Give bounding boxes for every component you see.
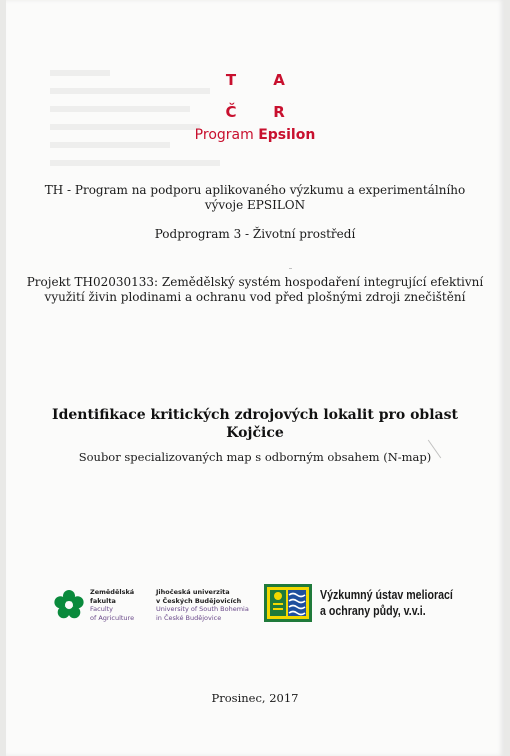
university-en-line-1: University of South Bohemia [156,605,249,613]
program-line-2: vývoje EPSILON [204,198,306,212]
vumop-name-line-1: Výzkumný ústav meliorací [320,588,453,602]
logo-row-1 [6,70,504,90]
publication-date: Prosinec, 2017 [211,691,299,705]
partner-jcu-faculty [52,588,266,622]
project-line-1: Projekt TH02030133: Zemědělský systém hospodaření integrující efektivní [26,275,484,289]
vumop-logo-icon [264,584,312,622]
university-cz-line-2: v Českých Budějovicích [156,596,242,605]
university-label [156,588,266,622]
document-title [26,406,484,442]
logo-epsilon-word: Epsilon [258,127,316,143]
program-description [26,183,484,213]
logo-row-2 [6,102,504,122]
document-page [6,0,504,756]
title-line-2: Kojčice [226,425,284,441]
partner-vumop [264,584,476,622]
logo-letter-c: Č [225,103,237,121]
logo-program-text [6,126,504,144]
faculty-cz-line-2: fakulta [90,596,116,605]
university-en-line-2: in České Budějovice [156,613,222,622]
faculty-en-line-2: of Agriculture [90,613,135,622]
logo-program-word: Program [194,127,254,143]
title-line-1: Identifikace kritických zdrojových lokalit pro oblast [52,407,458,423]
vumop-name-line-2: a ochrany půdy, v.v.i. [320,604,426,618]
flower-icon [52,588,86,622]
tacr-epsilon-logo [6,70,504,144]
document-subtitle: Soubor specializovaných map s odborným obsahem (N-map) [78,450,432,464]
logo-letter-t: T [225,71,237,89]
program-line-1: TH - Program na podporu aplikovaného výzkumu a experimentálního [44,183,466,197]
vumop-name [320,587,453,619]
project-description [26,275,484,305]
paper-speck [289,268,292,269]
faculty-label [90,588,148,622]
logo-letter-a: A [273,71,285,89]
project-line-2: využití živin plodinami a ochranu vod před plošnými zdroji znečištění [44,290,466,304]
subprogram: Podprogram 3 - Životní prostředí [154,227,356,241]
logo-letter-r: R [273,103,285,121]
university-cz-line-1: Jihočeská univerzita [156,588,230,596]
faculty-en-line-1: Faculty [90,605,114,613]
faculty-cz-line-1: Zemědělská [90,588,135,596]
